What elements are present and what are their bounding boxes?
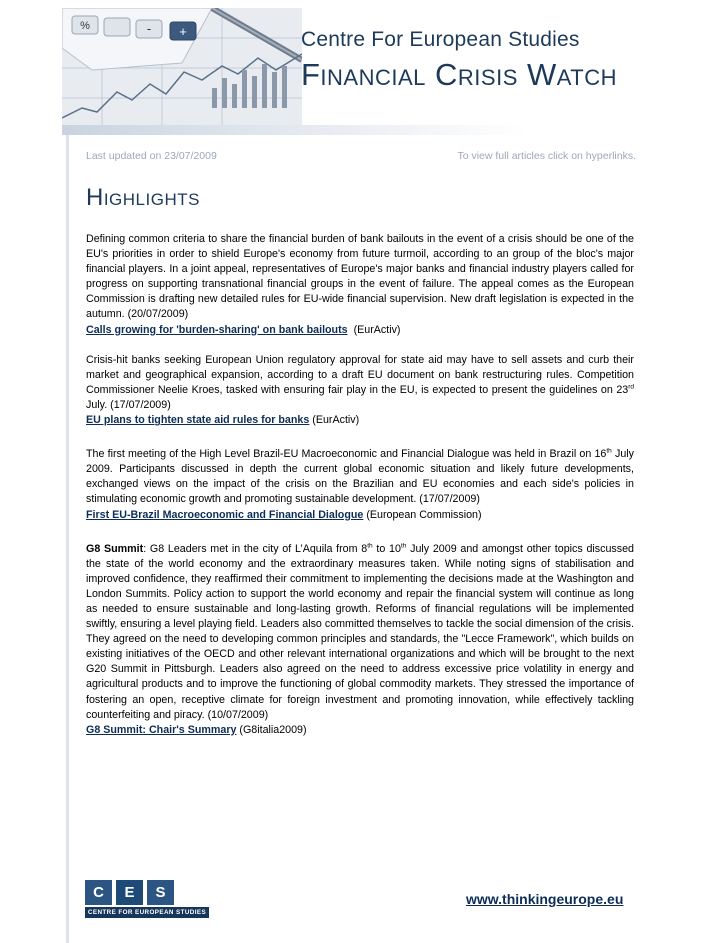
article-text: The first meeting of the High Level Brazil-EU Macroeconomic and Financial Dialogue was held in Brazil on 16 xyxy=(86,448,607,461)
hyperlink-hint-text: To view full articles click on hyperlinks. xyxy=(457,150,636,162)
ces-logo xyxy=(85,880,215,922)
article-link[interactable]: EU plans to tighten state aid rules for banks xyxy=(86,414,310,427)
svg-text:-: - xyxy=(146,21,152,36)
last-updated-text: Last updated on 23/07/2009 xyxy=(86,150,217,162)
superscript: th xyxy=(367,542,373,550)
article-text: July. (17/07/2009) xyxy=(86,398,171,411)
header-accent-band xyxy=(62,125,728,135)
svg-text:+: + xyxy=(179,24,187,39)
logo-strip-text: CENTRE FOR EUROPEAN STUDIES xyxy=(85,907,209,918)
article-item xyxy=(86,542,634,738)
article-link[interactable]: G8 Summit: Chair's Summary xyxy=(86,723,237,736)
svg-text:%: % xyxy=(80,20,90,32)
left-margin-rule xyxy=(66,135,69,943)
article-item xyxy=(86,232,634,338)
article-source: (European Commission) xyxy=(366,508,482,521)
logo-letter-s: S xyxy=(147,880,174,905)
section-title: Highlights xyxy=(86,184,200,211)
org-name: Centre For European Studies xyxy=(301,28,580,51)
article-item xyxy=(86,447,634,522)
meta-row xyxy=(86,150,636,166)
superscript: th xyxy=(400,542,407,550)
article-text: : G8 Leaders met in the city of L’Aquila from 8 xyxy=(143,542,368,555)
article-text: Defining common criteria to share the financial burden of bank bailouts in the event of a crisis should be one of the EU's priorities in order to shield Europe's economy from future turmoil, according to an group of the bloc's major financial players. In a joint appeal, representatives of Europe's major banks and financial industry players called for progress on supporting transnational financial groups in the event of failure. The appeal comes as the European Commission is drafting new detailed rules for EU-wide financial supervision. New draft legislation is expected in the autumn. (20/07/2009) xyxy=(86,233,634,321)
calculator-financial-chart-photo xyxy=(62,8,302,135)
article-source: (EurActiv) xyxy=(353,323,401,336)
document-title: Financial Crisis Watch xyxy=(301,57,617,92)
article-text: July 2009 and amongst other topics discussed the state of the world economy and the extraordinary measures taken. While noting signs of stabilisation and improved confidence, they reaffirmed their commitment to implementing the decisions made at the Washington and London Summits. Policy action to support the world economy and repair the financial system will continue as long as needed to ensure sustainable and long-lasting growth. Reforms of financial regulations will be implemented swiftly, ensuring a level playing field. Leaders also committed themselves to tackle the social dimension of the crisis. They agreed on the need to developing common principles and standards, the "Lecce Framework", which builds on existing initiatives of the OECD and other relevant international organizations and which will be brought to the next G20 Summit in Pittsburgh. Leaders also agreed on the need to address excessive price volatility in energy and agricultural products and to improve the functioning of global commodity markets. They stressed the importance of fostering an open, receptive climate for foreign investment and promoting innovation, while effectively tackling counterfeiting and piracy. (10/07/2009) xyxy=(86,542,634,721)
logo-letter-c: C xyxy=(85,880,112,905)
superscript: rd xyxy=(628,383,634,391)
article-source: (G8italia2009) xyxy=(239,723,307,736)
logo-letter-e: E xyxy=(116,880,143,905)
articles-list xyxy=(86,232,634,753)
article-text: to 10 xyxy=(372,542,401,555)
article-text: July 2009. Participants discussed in depth the current global economic situation and likely future developments, exchanged views on the impact of the crisis on the Brazilian and EU economies and each side's policies in stimulating economic growth and promoting sustainable development. (17/07/2009) xyxy=(86,448,634,506)
article-item xyxy=(86,353,634,428)
article-link[interactable]: First EU-Brazil Macroeconomic and Financial Dialogue xyxy=(86,508,364,521)
superscript: th xyxy=(606,447,612,455)
article-text: Crisis-hit banks seeking European Union regulatory approval for state aid may have to sell assets and curb their market and geographical expansion, according to a draft EU document on bank restructuring rules. Competition Commissioner Neelie Kroes, tasked with ensuring fair play in the EU, is expected to present the guidelines on 23 xyxy=(86,353,634,396)
logo-letter-boxes xyxy=(85,880,215,905)
footer-website-link[interactable]: www.thinkingeurope.eu xyxy=(466,891,624,907)
header xyxy=(0,0,728,135)
article-source: (EurActiv) xyxy=(312,414,360,427)
article-lead: G8 Summit xyxy=(86,542,144,555)
article-link[interactable]: Calls growing for 'burden-sharing' on bank bailouts xyxy=(86,323,348,336)
